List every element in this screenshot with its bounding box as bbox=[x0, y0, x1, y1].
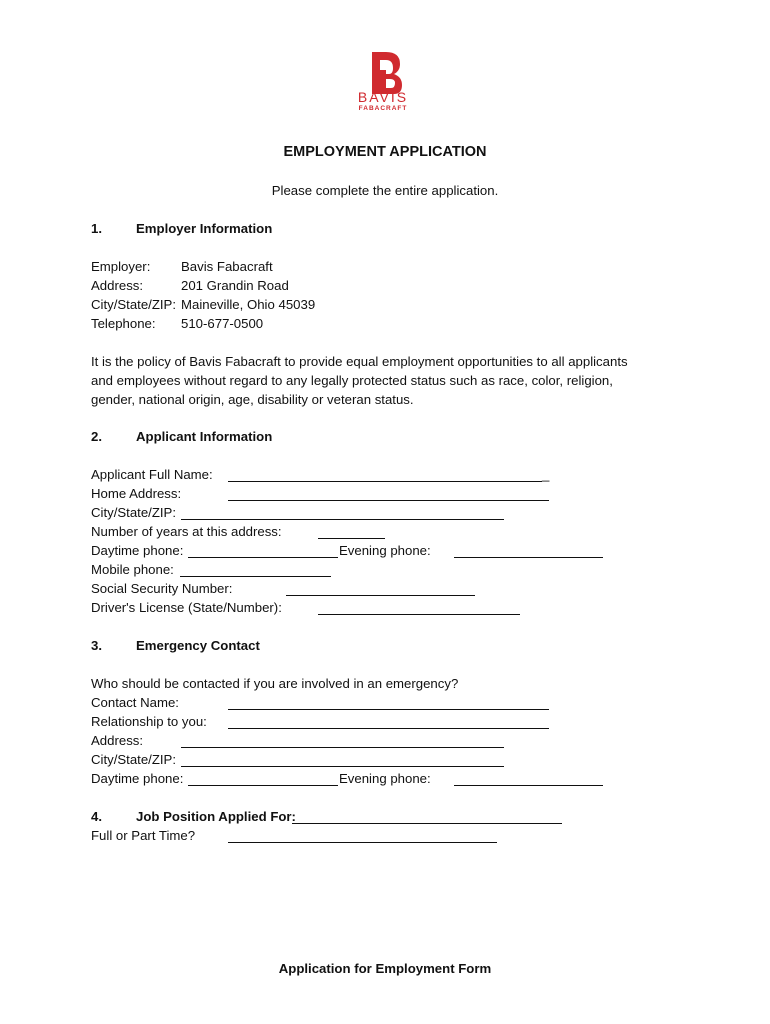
evening-phone-label: Evening phone: bbox=[339, 543, 431, 558]
telephone-label: Telephone: bbox=[91, 316, 156, 331]
daytime-phone-field[interactable] bbox=[188, 557, 338, 558]
daytime-phone-label: Daytime phone: bbox=[91, 543, 184, 558]
mobile-phone-field[interactable] bbox=[180, 576, 331, 577]
contact-csz-field[interactable] bbox=[181, 766, 504, 767]
home-address-label: Home Address: bbox=[91, 486, 182, 501]
section2-heading: Applicant Information bbox=[136, 429, 273, 444]
contact-name-label: Contact Name: bbox=[91, 695, 179, 710]
employer-value: Bavis Fabacraft bbox=[181, 259, 273, 274]
ssn-field[interactable] bbox=[286, 595, 475, 596]
ssn-label: Social Security Number: bbox=[91, 581, 233, 596]
relationship-field[interactable] bbox=[228, 728, 549, 729]
contact-daytime-label: Daytime phone: bbox=[91, 771, 184, 786]
job-position-label: Job Position Applied For: bbox=[136, 809, 296, 824]
evening-phone-field[interactable] bbox=[454, 557, 603, 558]
csz-value: Maineville, Ohio 45039 bbox=[181, 297, 316, 312]
applicant-csz-field[interactable] bbox=[181, 519, 504, 520]
csz-label: City/State/ZIP: bbox=[91, 297, 177, 312]
full-part-time-field[interactable] bbox=[228, 842, 497, 843]
contact-address-field[interactable] bbox=[181, 747, 504, 748]
contact-daytime-field[interactable] bbox=[188, 785, 338, 786]
logo-wordmark: BAVIS bbox=[357, 89, 409, 105]
home-address-field[interactable] bbox=[228, 500, 549, 501]
contact-evening-field[interactable] bbox=[454, 785, 603, 786]
contact-csz-label: City/State/ZIP: bbox=[91, 752, 177, 767]
instructions-text: Please complete the entire application. bbox=[271, 183, 499, 198]
telephone-value: 510-677-0500 bbox=[181, 316, 264, 331]
emergency-question: Who should be contacted if you are involved in an emergency? bbox=[91, 676, 459, 691]
section4-number: 4. bbox=[91, 809, 102, 824]
section1-heading: Employer Information bbox=[136, 221, 273, 236]
policy-line: It is the policy of Bavis Fabacraft to provide equal employment opportunities to all applicants bbox=[91, 354, 628, 369]
relationship-label: Relationship to you: bbox=[91, 714, 207, 729]
section2-number: 2. bbox=[91, 429, 102, 444]
policy-line: gender, national origin, age, disability or veteran status. bbox=[91, 392, 414, 407]
years-at-address-field[interactable] bbox=[318, 538, 385, 539]
contact-name-field[interactable] bbox=[228, 709, 549, 710]
address-value: 201 Grandin Road bbox=[181, 278, 289, 293]
contact-address-label: Address: bbox=[91, 733, 144, 748]
section3-number: 3. bbox=[91, 638, 102, 653]
section1-number: 1. bbox=[91, 221, 102, 236]
address-label: Address: bbox=[91, 278, 144, 293]
license-label: Driver's License (State/Number): bbox=[91, 600, 282, 615]
mobile-phone-label: Mobile phone: bbox=[91, 562, 174, 577]
applicant-name-field[interactable] bbox=[228, 481, 542, 482]
logo-subtitle: FABACRAFT bbox=[358, 105, 408, 112]
employer-label: Employer: bbox=[91, 259, 151, 274]
footer-title: Application for Employment Form bbox=[278, 961, 492, 976]
full-part-time-label: Full or Part Time? bbox=[91, 828, 196, 843]
applicant-name-tail: _ bbox=[542, 467, 550, 482]
section3-heading: Emergency Contact bbox=[136, 638, 260, 653]
page-title: EMPLOYMENT APPLICATION bbox=[283, 144, 487, 160]
contact-evening-label: Evening phone: bbox=[339, 771, 431, 786]
job-position-field[interactable] bbox=[292, 823, 562, 824]
applicant-csz-label: City/State/ZIP: bbox=[91, 505, 177, 520]
policy-line: and employees without regard to any legally protected status such as race, color, religion, bbox=[91, 373, 613, 388]
applicant-name-label: Applicant Full Name: bbox=[91, 467, 213, 482]
years-at-address-label: Number of years at this address: bbox=[91, 524, 282, 539]
license-field[interactable] bbox=[318, 614, 520, 615]
